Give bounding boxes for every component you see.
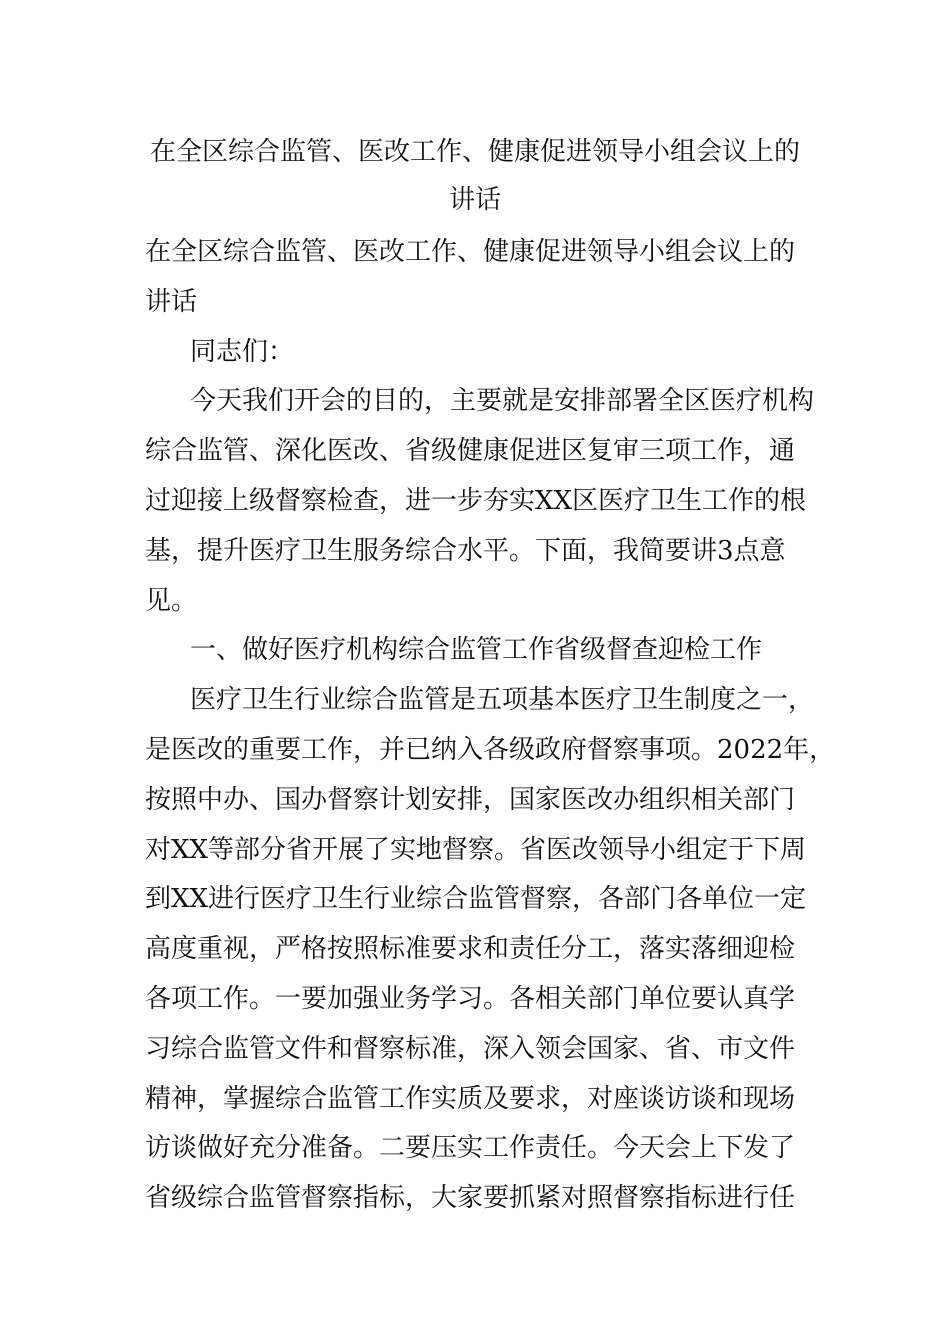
body-line: 按照中办、国办督察计划安排，国家医改办组织相关部门 (145, 784, 796, 815)
body-line: 省级综合监管督察指标，大家要抓紧对照督察指标进行任 (145, 1183, 796, 1214)
body-line: 基，提升医疗卫生服务综合水平。下面，我简要讲3点意 (145, 535, 786, 566)
body-line: 今天我们开会的目的，主要就是安排部署全区医疗机构 (190, 386, 815, 417)
body-line: 讲话 (145, 286, 198, 317)
body-line: 访谈做好充分准备。二要压实工作责任。今天会上下发了 (145, 1133, 796, 1164)
body-line: 习综合监管文件和督察标准，深入领会国家、省、市文件 (145, 1033, 796, 1064)
body-line: 在全区综合监管、医改工作、健康促进领导小组会议上的 (145, 237, 796, 267)
body-line: 对XX等部分省开展了实地督察。省医改领导小组定于下周 (145, 834, 807, 865)
body-line: 到XX进行医疗卫生行业综合监管督察，各部门各单位一定 (145, 884, 807, 915)
body-line: 医疗卫生行业综合监管是五项基本医疗卫生制度之一， (190, 685, 815, 716)
title-line: 讲话 (448, 185, 501, 215)
document-title (145, 128, 805, 224)
body-line: 高度重视，严格按照标准要求和责任分工，落实落细迎检 (145, 934, 796, 965)
body-line: 见。 (145, 585, 198, 616)
body-line: 过迎接上级督察检查，进一步夯实XX区医疗卫生工作的根 (145, 485, 807, 516)
body-line: 综合监管、深化医改、省级健康促进区复审三项工作，通 (145, 436, 796, 467)
body-line: 精神，掌握综合监管工作实质及要求，对座谈访谈和现场 (145, 1083, 796, 1114)
salutation: 同志们： (190, 336, 295, 367)
body-line: 各项工作。一要加强业务学习。各相关部门单位要认真学 (145, 983, 796, 1014)
section-heading: 一、做好医疗机构综合监管工作省级督查迎检工作 (190, 635, 763, 666)
document-body (145, 228, 836, 1224)
title-line: 在全区综合监管、医改工作、健康促进领导小组会议上的 (149, 137, 800, 167)
body-line: 是医改的重要工作，并已纳入各级政府督察事项。2022年， (145, 734, 836, 765)
